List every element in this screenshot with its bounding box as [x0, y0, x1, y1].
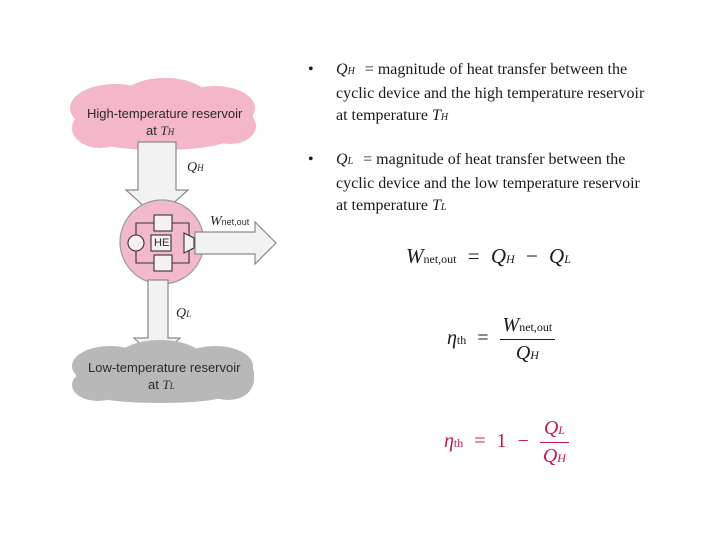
low-reservoir-temp-sub: L [169, 381, 175, 391]
bullet-line-3: at temperature [336, 107, 428, 124]
eq3-numerator [540, 417, 569, 443]
eq1-term2: Q [549, 244, 565, 268]
high-reservoir-at: at [146, 123, 157, 138]
q-high-symbol: Q [187, 160, 198, 175]
thermal-efficiency-ratio-equation [444, 417, 569, 468]
q-high-symbol-text: Q [336, 61, 348, 78]
bullet-line-1: = magnitude of heat transfer between the [363, 151, 626, 168]
q-low-symbol: Q [176, 306, 187, 321]
thermal-efficiency-equation [447, 314, 555, 365]
q-low-sub-text: L [347, 156, 354, 167]
bullet-line-2: cyclic device and the low temperature reservoir [336, 175, 640, 192]
eq2-num-symbol: W [502, 314, 520, 336]
bullet-marker: • [308, 151, 314, 168]
low-reservoir-temperature [148, 377, 175, 393]
eq3-minus: − [517, 430, 529, 453]
q-high-sub: H [197, 163, 204, 173]
eq1-equals: = [467, 244, 480, 268]
eq2-numerator [500, 314, 556, 340]
bullet-marker: • [308, 61, 314, 78]
eq1-lhs-sub: net,out [423, 252, 457, 266]
eq3-one: 1 [496, 430, 507, 453]
bullet-text [336, 149, 708, 219]
low-reservoir-at: at [148, 377, 159, 392]
bullet-line-3: at temperature [336, 197, 428, 214]
eq3-fraction [540, 417, 569, 468]
engine-label [154, 237, 169, 249]
engine-text: HE [154, 237, 170, 249]
eq2-den-sub: H [530, 348, 539, 362]
eq3-eta-sub: th [453, 436, 464, 451]
temp-sub: L [440, 202, 447, 213]
eq2-equals: = [477, 327, 489, 350]
q-high-sub-text: H [347, 66, 355, 77]
eq1-minus: − [525, 244, 538, 268]
eq1-term1: Q [490, 244, 507, 268]
eq2-den-symbol: Q [515, 342, 531, 364]
eq2-eta-sub: th [456, 333, 467, 348]
eq1-term1-sub: H [506, 252, 515, 266]
q-low-symbol-text: Q [336, 151, 348, 168]
q-low-sub: L [186, 309, 192, 319]
work-sub: net,out [221, 217, 250, 227]
eq3-denominator [540, 443, 569, 468]
bullet-line-1: = magnitude of heat transfer between the [364, 61, 628, 78]
eq3-den-sub: H [557, 451, 566, 465]
temp-symbol: T [431, 107, 441, 124]
low-reservoir-label [88, 360, 240, 375]
eq1-term2-sub: L [564, 252, 571, 266]
high-reservoir-temp-sub: H [167, 127, 175, 137]
eq2-denominator [500, 340, 556, 365]
eq2-num-sub: net,out [519, 320, 553, 334]
temp-symbol: T [431, 197, 441, 214]
net-work-equation [406, 244, 571, 269]
eq3-equals: = [474, 430, 486, 453]
low-reservoir-temp-symbol: T [162, 377, 170, 392]
temp-sub: H [440, 112, 449, 123]
low-reservoir-title: Low-temperature reservoir [88, 360, 241, 375]
eq3-eta: η [444, 430, 454, 453]
high-reservoir-temp-symbol: T [160, 123, 168, 138]
work-symbol: W [210, 214, 222, 229]
eq1-lhs: W [406, 244, 424, 268]
work-label [210, 212, 249, 230]
eq3-num-symbol: Q [543, 417, 559, 439]
eq2-eta: η [447, 327, 457, 350]
high-reservoir-label [87, 106, 242, 121]
q-high-label [187, 158, 204, 176]
bullet-line-2: cyclic device and the high temperature reservoir [336, 85, 645, 102]
bullet-text [336, 59, 708, 129]
eq3-den-symbol: Q [542, 445, 558, 467]
heat-engine-diagram [0, 0, 300, 420]
high-reservoir-title: High-temperature reservoir [87, 106, 243, 121]
q-low-label [176, 304, 191, 322]
eq2-fraction [500, 314, 556, 365]
high-reservoir-temperature [146, 123, 174, 139]
eq3-num-sub: L [558, 423, 565, 437]
